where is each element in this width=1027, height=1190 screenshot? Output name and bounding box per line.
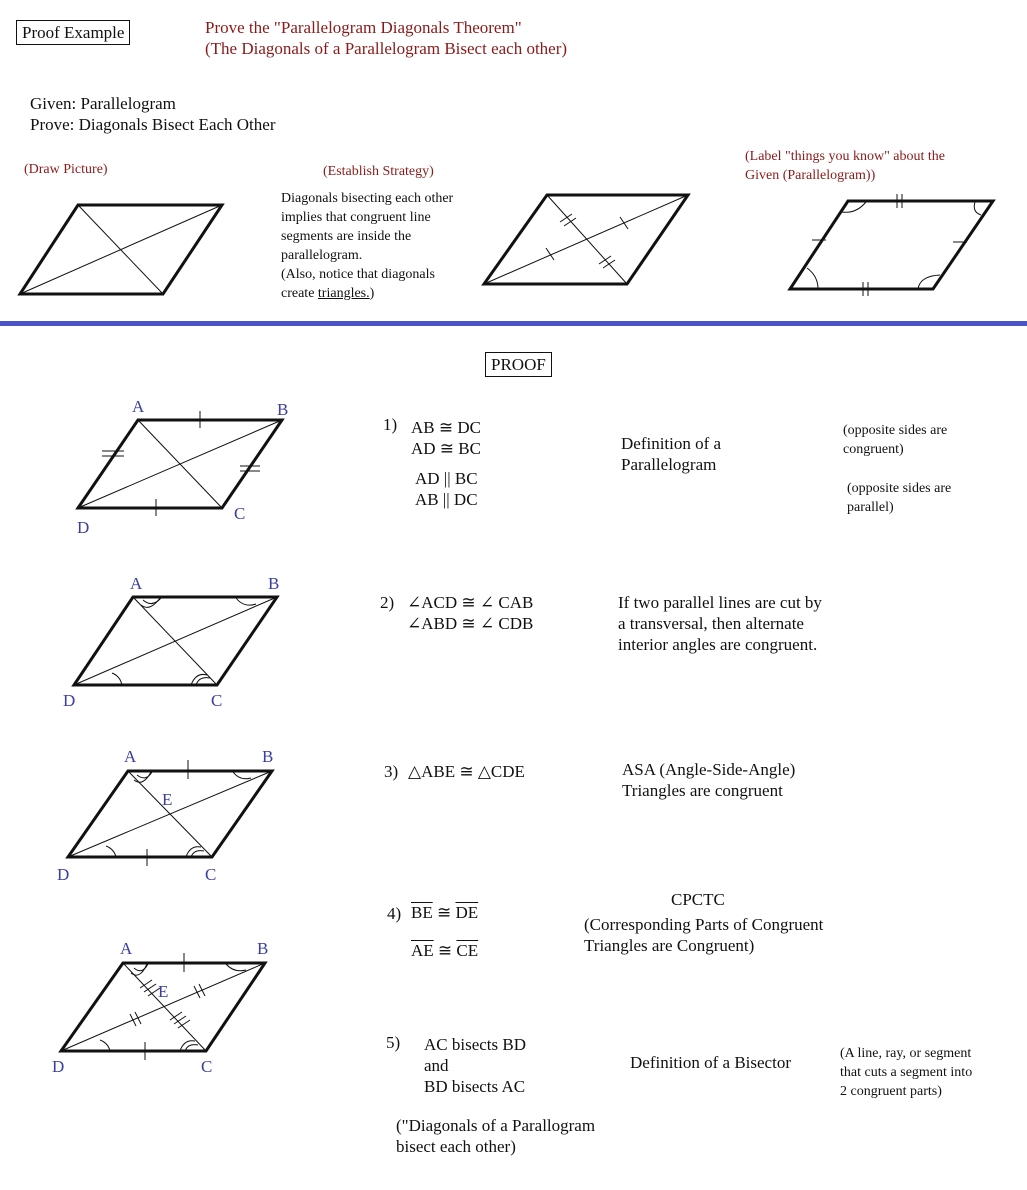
step1-note-congruent: (opposite sides are congruent)	[843, 423, 948, 457]
congruent-symbol: ≅	[436, 903, 452, 922]
step3-label-d: D	[57, 865, 70, 884]
step1-label-a: A	[132, 397, 145, 416]
step1-statement-1: AB ≅ DC	[411, 418, 481, 437]
step4-label-d: D	[52, 1057, 65, 1076]
step3-label-a: A	[124, 747, 137, 766]
step5-conclusion: ("Diagonals of a Parallogram bisect each other)	[396, 1116, 596, 1156]
draw-picture-label: (Draw Picture)	[24, 162, 108, 177]
step5-statement-1: AC bisects BD	[424, 1035, 526, 1054]
step2-label-d: D	[63, 691, 76, 710]
step4-reason: (Corresponding Parts of Congruent Triangles are Congruent)	[584, 915, 824, 955]
strategy-underlined-word: triangles.	[317, 286, 370, 301]
step3-label-e: E	[162, 790, 173, 809]
proof-example-badge: Proof Example	[16, 20, 130, 45]
step4-label-e: E	[158, 982, 169, 1001]
strategy-text: Diagonals bisecting each other implies that congruent line segments are inside the parallelogram. (Also, notice that diagonals	[281, 191, 454, 282]
step1-number: 1)	[383, 415, 398, 434]
step4-label-a: A	[120, 939, 133, 958]
step1-statement-3: AD || BC	[415, 469, 478, 488]
congruent-symbol: ≅	[437, 941, 453, 960]
step5-statement-2: and	[424, 1056, 449, 1075]
step4-number: 4)	[387, 904, 402, 923]
step5-reason: Definition of a Bisector	[630, 1053, 791, 1072]
step2-label-b: B	[268, 574, 280, 593]
step2-statement-1: ∠ACD ≅ ∠ CAB	[407, 593, 534, 612]
segment-be: $\overline{BE}$	[411, 903, 433, 922]
prove-text: Prove: Diagonals Bisect Each Other	[30, 115, 276, 134]
step3-number: 3)	[384, 762, 399, 781]
step2-label-c: C	[211, 691, 223, 710]
step4-reason-title: CPCTC	[671, 890, 725, 909]
step3-label-b: B	[262, 747, 274, 766]
step4-statement-2	[411, 940, 478, 961]
step3-label-c: C	[205, 865, 217, 884]
establish-strategy-label: (Establish Strategy)	[323, 164, 434, 179]
page-title: Prove the "Parallelogram Diagonals Theorem"	[205, 18, 522, 37]
step2-label-a: A	[130, 574, 143, 593]
step1-note-parallel: (opposite sides are parallel)	[847, 481, 952, 515]
step5-number: 5)	[386, 1033, 401, 1052]
step1-statement-4: AB || DC	[415, 490, 478, 509]
step3-reason: ASA (Angle-Side-Angle) Triangles are congruent	[622, 760, 796, 800]
step2-number: 2)	[380, 593, 395, 612]
step2-reason: If two parallel lines are cut by a transversal, then alternate interior angles are congruent.	[618, 593, 822, 654]
step3-statement: △ABE ≅ △CDE	[408, 762, 525, 781]
label-things-note: (Label "things you know" about the Given (Parallelogram))	[745, 149, 946, 183]
step1-label-b: B	[277, 400, 289, 419]
given-text: Given: Parallelogram	[30, 94, 176, 113]
step4-label-c: C	[201, 1057, 213, 1076]
step1-label-d: D	[77, 518, 90, 537]
step4-label-b: B	[257, 939, 269, 958]
segment-ce: $\overline{CE}$	[456, 941, 479, 960]
step1-reason: Definition of a Parallelogram	[621, 434, 722, 474]
strategy-last-prefix: create	[281, 286, 318, 301]
segment-de: $\overline{DE}$	[455, 903, 479, 922]
step2-statement-2: ∠ABD ≅ ∠ CDB	[407, 614, 534, 633]
proof-heading: PROOF	[485, 352, 552, 377]
step5-note: (A line, ray, or segment that cuts a segment into 2 congruent parts)	[840, 1046, 973, 1099]
segment-ae: $\overline{AE}$	[411, 941, 434, 960]
step1-statement-2: AD ≅ BC	[411, 439, 481, 458]
step5-statement-3: BD bisects AC	[424, 1077, 526, 1096]
strategy-last-suffix: )	[369, 286, 375, 301]
page-subtitle: (The Diagonals of a Parallelogram Bisect each other)	[205, 39, 568, 58]
step4-statement-1	[411, 902, 478, 923]
step1-label-c: C	[234, 504, 246, 523]
